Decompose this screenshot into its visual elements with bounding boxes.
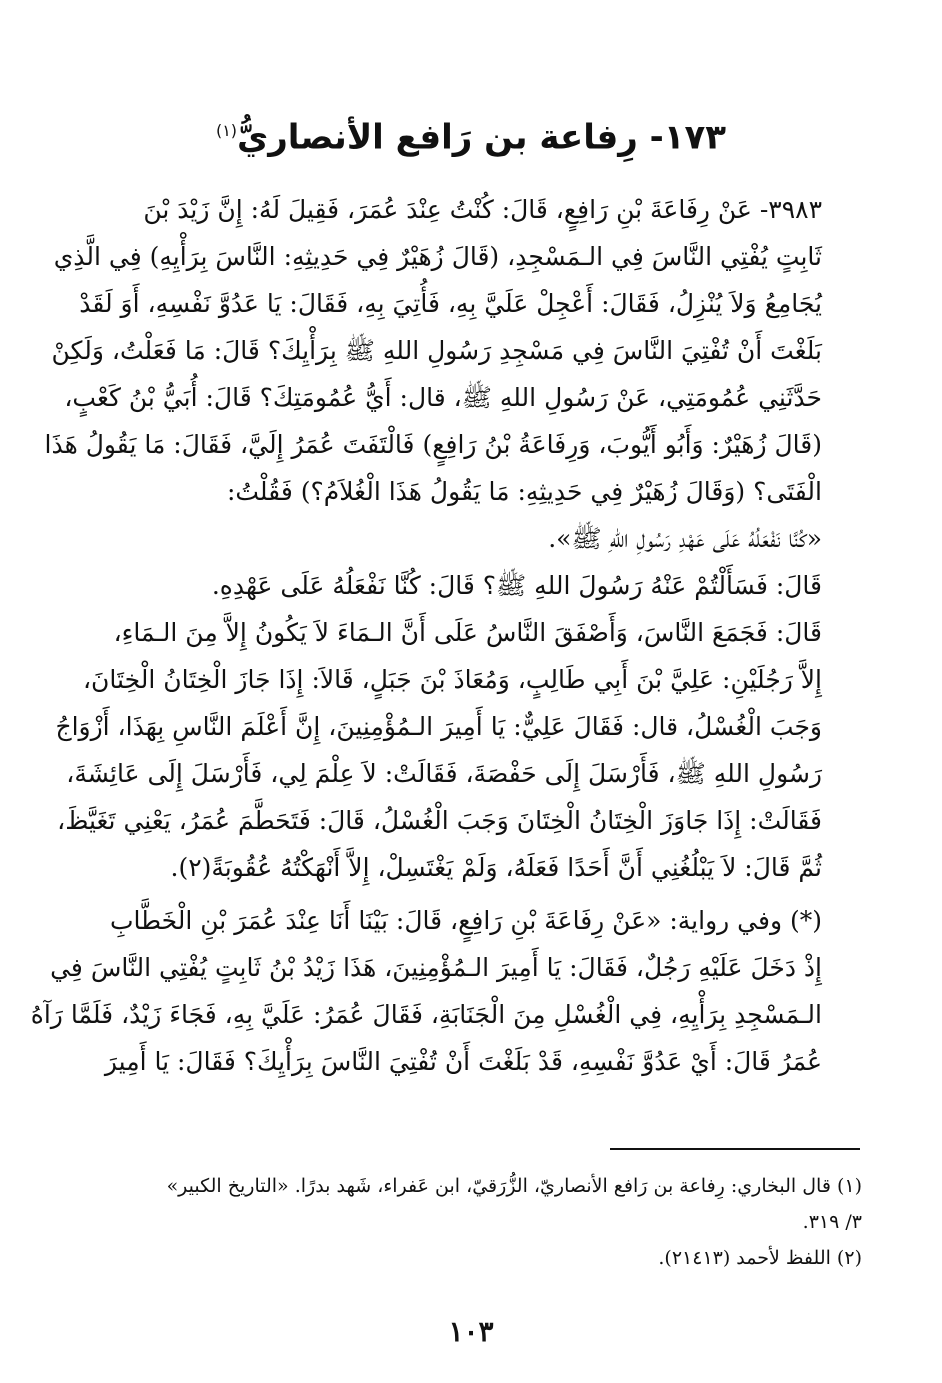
text-line: قَالَ: فَسَأَلْتُمْ عَنْهُ رَسُولَ اللهِ ﷺ؟ قَالَ: كُنَّا نَفْعَلُهُ عَلَى عَهْدِهِ. [211, 571, 822, 600]
text-line: الْفَتَى؟ (وَقَالَ زُهَيْرٌ فِي حَدِيثِهِ: مَا يَقُولُ هَذَا الْغُلاَمُ؟) فَقُلْتُ: [226, 477, 822, 506]
footnote-2: (٢) اللفظ لأحمد (٢١٤١٣). [658, 1247, 862, 1269]
text-line: (قَالَ زُهَيْرٌ: وَأَبُو أَيُّوبَ، وَرِفَاعَةُ بْنُ رَافِعٍ) فَالْتَفَتَ عُمَرُ إِلَيَّ، فَقَالَ: مَا يَقُولُ هَذَا [44, 430, 822, 459]
text-line: حَدَّثَنِي عُمُومَتِي، عَنْ رَسُولِ اللهِ ﷺ، قال: أَيُّ عُمُومَتِكَ؟ قَالَ: أُبَيُّ بْنُ كَعْبٍ، [64, 383, 822, 412]
text-line: بَلَغْتَ أَنْ تُفْتِيَ النَّاسَ فِي مَسْجِدِ رَسُولِ اللهِ ﷺ بِرَأْيِكَ؟ قَالَ: مَا فَعَلْتُ، وَلَكِنْ [51, 336, 822, 365]
text-line: ٣٩٨٣- عَنْ رِفَاعَةَ بْنِ رَافِعٍ، قَالَ: كُنْتُ عِنْدَ عُمَرَ، فَقِيلَ لَهُ: إِنَّ زَيْدَ بْنَ [143, 195, 822, 224]
footnote-separator [610, 1148, 860, 1150]
hadith-text [30, 186, 822, 1085]
text-line: رَسُولِ اللهِ ﷺ، فَأَرْسَلَ إِلَى حَفْصَةَ، فَقَالَتْ: لاَ عِلْمَ لِي، فَأَرْسَلَ إِلَى عَائِشَةَ، [66, 759, 822, 788]
text-line: ثُمَّ قَالَ: لاَ يَبْلُغُنِي أَنَّ أَحَدًا فَعَلَهُ، وَلَمْ يَغْتَسِلْ، إِلاَّ أَنْهَكْتُهُ عُقُوبَةً(٢). [170, 853, 822, 882]
chapter-title-text: ١٧٣- رِفاعة بن رَافع الأنصاريُّ [237, 117, 727, 158]
title-footnote-ref: (١) [215, 121, 238, 140]
text-line: ثَابِتٍ يُفْتِي النَّاسَ فِي الـمَسْجِدِ، (قَالَ زُهَيْرٌ فِي حَدِيثِهِ: النَّاسَ بِرَأْيِهِ) فِي الَّذِي [53, 242, 822, 271]
footnote-1: (١) قال البخاري: رِفاعة بن رَافع الأنصاريّ، الزُّرَقيّ، ابن عَفراء، شَهد بدرًا. «التاريخ الكبير» [166, 1175, 862, 1197]
footnotes [70, 1168, 862, 1276]
text-line: إِذْ دَخَلَ عَلَيْهِ رَجُلٌ، فَقَالَ: يَا أَمِيرَ الـمُؤْمِنِينَ، هَذَا زَيْدُ بْنُ ثَابِتٍ يُفْتِي النَّاسَ فِي [50, 953, 822, 982]
text-line: «كُنَّا نَفْعَلُهُ عَلَى عَهْدِ رَسُولِ اللهِ ﷺ». [548, 524, 822, 553]
text-line: قَالَ: فَجَمَعَ النَّاسَ، وَأَصْفَقَ النَّاسُ عَلَى أَنَّ الـمَاءَ لاَ يَكُونُ إِلاَّ مِنَ الـمَاءِ، [113, 618, 822, 647]
text-line: فَقَالَتْ: إِذَا جَاوَزَ الْخِتَانُ الْخِتَانَ وَجَبَ الْغُسْلُ، قَالَ: فَتَحَطَّمَ عُمَرُ، يَعْنِي تَغَيَّظَ، [57, 806, 822, 835]
text-line: عُمَرُ قَالَ: أَيْ عَدُوَّ نَفْسِهِ، قَدْ بَلَغْتَ أَنْ تُفْتِيَ النَّاسَ بِرَأْيِكَ؟ فَقَالَ: يَا أَمِيرَ [104, 1047, 822, 1076]
footnote-1-continued: ٣/ ٣١٩. [802, 1211, 862, 1233]
chapter-title [0, 103, 942, 165]
page-number: ١٠٣ [448, 1315, 494, 1348]
text-line: إِلاَّ رَجُلَيْنِ: عَلِيَّ بْنَ أَبِي طَالِبٍ، وَمُعَاذَ بْنَ جَبَلٍ، قَالاَ: إِذَا جَازَ الْخِتَانُ الْخِتَانَ، [82, 665, 822, 694]
text-line: الـمَسْجِدِ بِرَأْيِهِ، فِي الْغُسْلِ مِنَ الْجَنَابَةِ، فَقَالَ عُمَرُ: عَلَيَّ بِهِ، فَجَاءَ زَيْدٌ، فَلَمَّا رَآهُ [30, 1000, 822, 1029]
text-line: يُجَامِعُ وَلاَ يُنْزِلُ، فَقَالَ: أَعْجِلْ عَلَيَّ بِهِ، فَأُتِيَ بِهِ، فَقَالَ: يَا عَدُوَّ نَفْسِهِ، أَوَ لَقَدْ [79, 289, 822, 318]
text-line: وَجَبَ الْغُسْلُ، قال: فَقَالَ عَلِيٌّ: يَا أَمِيرَ الـمُؤْمِنِينَ، إِنَّ أَعْلَمَ النَّاسِ بِهَذَا، أَزْوَاجُ [55, 712, 822, 741]
text-line: (*) وفي رواية: «عَنْ رِفَاعَةَ بْنِ رَافِعٍ، قَالَ: بَيْنَا أَنَا عِنْدَ عُمَرَ بْنِ الْخَطَّابِ [109, 906, 822, 935]
